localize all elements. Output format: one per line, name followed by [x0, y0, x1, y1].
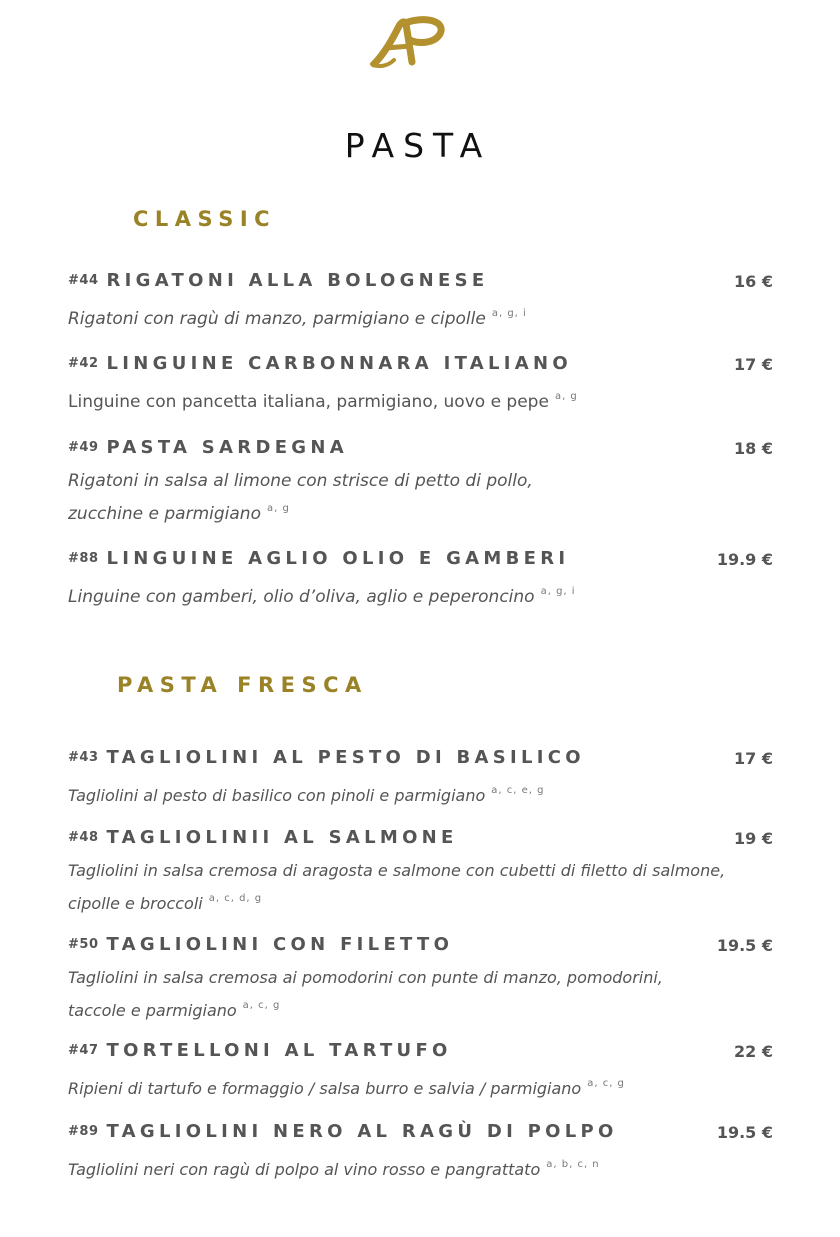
item-price: 19 € — [734, 829, 773, 848]
item-description: Tagliolini al pesto di basilico con pinoli e parmigiano $^{a, c, e, g}$ — [68, 785, 545, 805]
menu-item — [68, 437, 773, 528]
menu-item — [68, 1121, 773, 1184]
item-price: 16 € — [734, 272, 773, 291]
item-description: Rigatoni in salsa al limone con strisce di petto di pollo, zucchine e parmigiano $^{a, g}$ — [68, 471, 533, 524]
item-name: LINGUINE CARBONNARA ITALIANO — [106, 353, 572, 374]
allergen-codes: a, b, c, n — [546, 1159, 600, 1170]
item-name: PASTA SARDEGNA — [106, 437, 348, 458]
allergen-codes: a, g — [554, 391, 578, 402]
item-name: TORTELLONI AL TARTUFO — [106, 1040, 452, 1061]
allergen-codes: a, c, g — [587, 1078, 625, 1089]
item-description: Linguine con gamberi, olio d’oliva, aglio e peperoncino $^{a, g, i}$ — [68, 586, 576, 607]
item-number: #89 — [68, 1124, 99, 1139]
item-number: #42 — [68, 356, 99, 371]
item-price: 18 € — [734, 439, 773, 458]
allergen-codes: a, c, g — [242, 1000, 281, 1011]
menu-item — [68, 934, 773, 1025]
allergen-codes: a, g, i — [491, 308, 527, 319]
page-title: PASTA — [344, 126, 492, 165]
menu-item — [68, 270, 773, 333]
allergen-codes: a, c, e, g — [491, 785, 545, 796]
menu-item — [68, 353, 773, 416]
menu-item — [68, 548, 773, 611]
item-number: #47 — [68, 1043, 99, 1058]
allergen-codes: a, g, i — [540, 586, 576, 597]
item-price: 19.9 € — [716, 550, 773, 569]
item-name: TAGLIOLINI NERO AL RAGÙ DI POLPO — [106, 1121, 618, 1142]
item-price: 22 € — [734, 1042, 773, 1061]
menu-item — [68, 1040, 773, 1103]
item-name: TAGLIOLINII AL SALMONE — [106, 827, 458, 848]
item-number: #44 — [68, 273, 99, 288]
item-description: Ripieni di tartufo e formaggio / salsa burro e salvia / parmigiano $^{a, c, g}$ — [68, 1078, 625, 1098]
ap-logo — [368, 14, 448, 70]
item-number: #50 — [68, 937, 99, 952]
item-number: #43 — [68, 750, 99, 765]
item-name: RIGATONI ALLA BOLOGNESE — [106, 270, 489, 291]
section-title-classic: CLASSIC — [133, 207, 277, 231]
allergen-codes: a, g — [266, 503, 290, 514]
item-name: TAGLIOLINI CON FILETTO — [106, 934, 454, 955]
item-name: LINGUINE AGLIO OLIO E GAMBERI — [106, 548, 570, 569]
item-description: Tagliolini in salsa cremosa di aragosta e salmone con cubetti di filetto di salmone, cipolle e broccoli $^{a, c, d, g}$ — [68, 861, 726, 913]
item-number: #88 — [68, 551, 99, 566]
item-description: Tagliolini in salsa cremosa ai pomodorini con punte di manzo, pomodorini, taccole e parmigiano $^{a, c, g}$ — [68, 968, 663, 1020]
menu-item — [68, 747, 773, 810]
item-price: 17 € — [734, 749, 773, 768]
section-title-pasta-fresca: PASTA FRESCA — [117, 673, 368, 697]
item-number: #48 — [68, 830, 99, 845]
item-number: #49 — [68, 440, 99, 455]
item-price: 17 € — [734, 355, 773, 374]
item-description: Tagliolini neri con ragù di polpo al vino rosso e pangrattato $^{a, b, c, n}$ — [68, 1159, 600, 1179]
item-price: 19.5 € — [716, 1123, 773, 1142]
item-name: TAGLIOLINI AL PESTO DI BASILICO — [106, 747, 585, 768]
item-description: Linguine con pancetta italiana, parmigiano, uovo e pepe $^{a, g}$ — [68, 391, 578, 412]
item-price: 19.5 € — [716, 936, 773, 955]
item-description: Rigatoni con ragù di manzo, parmigiano e cipolle $^{a, g, i}$ — [68, 308, 527, 329]
allergen-codes: a, c, d, g — [208, 893, 263, 904]
menu-item — [68, 827, 773, 918]
